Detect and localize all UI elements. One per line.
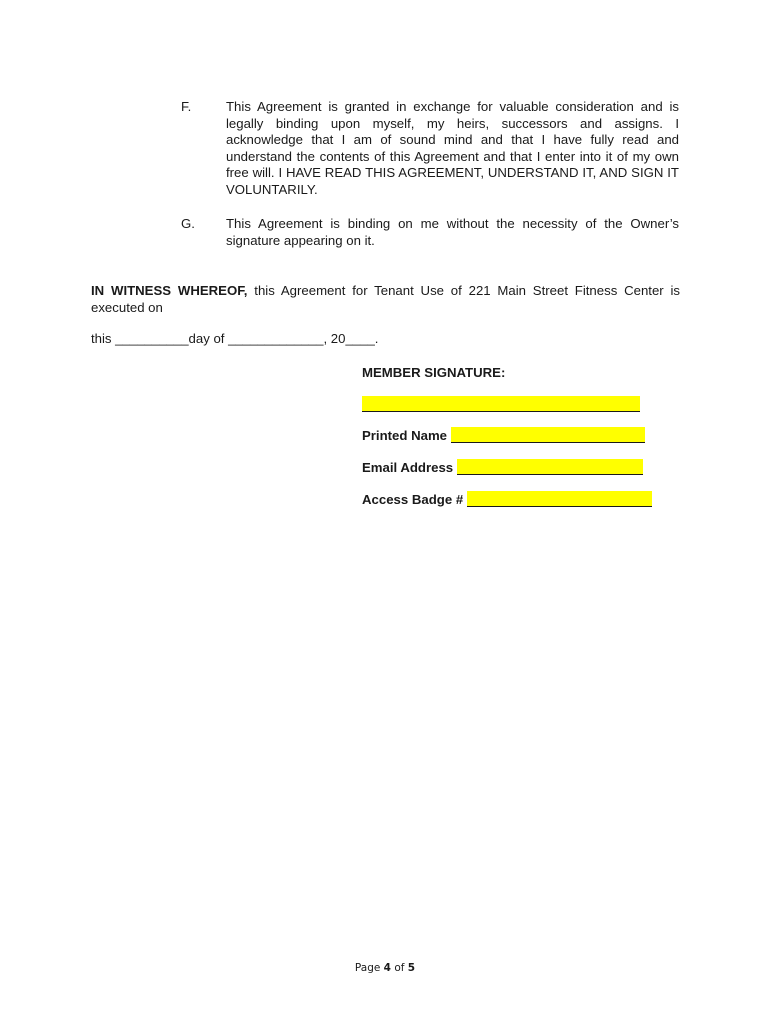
witness-lead: IN WITNESS WHEREOF, [91, 283, 248, 298]
email-address-label: Email Address [362, 460, 457, 475]
clause-f-letter: F. [181, 99, 192, 114]
printed-name-row [362, 427, 645, 445]
email-address-field[interactable] [457, 459, 643, 475]
witness-text: this Agreement for Tenant Use of 221 Main Street Fitness Center is executed on [91, 283, 681, 315]
footer-prefix: Page [354, 962, 384, 974]
footer-page-total: 5 [407, 962, 416, 974]
clause-g-text: This Agreement is binding on me without the necessity of the Owner’s signature appearing on it. [226, 216, 679, 248]
signature-field[interactable] [362, 396, 640, 412]
clause-f-text: This Agreement is granted in exchange for valuable consideration and is legally binding upon myself, my heirs, successors and assigns. I acknowledge that I am of sound mind and that I have fully read and understand the contents of this Agreement and that I enter into it of my own free will. I HAVE READ THIS AGREEMENT, UNDERSTAND IT, AND SIGN IT VOLUNTARILY. [226, 99, 679, 197]
member-signature-title: MEMBER SIGNATURE: [362, 365, 506, 380]
signature-row [362, 396, 640, 414]
page-footer [0, 962, 770, 974]
witness-paragraph [91, 283, 680, 316]
footer-middle: of [390, 962, 408, 974]
access-badge-row [362, 491, 652, 509]
printed-name-label: Printed Name [362, 428, 451, 443]
access-badge-label: Access Badge # [362, 492, 467, 507]
execution-date-line: this __________day of _____________, 20____. [91, 331, 379, 346]
access-badge-field[interactable] [467, 491, 652, 507]
clause-g-letter: G. [181, 216, 195, 231]
printed-name-field[interactable] [451, 427, 645, 443]
email-address-row [362, 459, 643, 477]
footer-page-number: 4 [383, 962, 391, 974]
